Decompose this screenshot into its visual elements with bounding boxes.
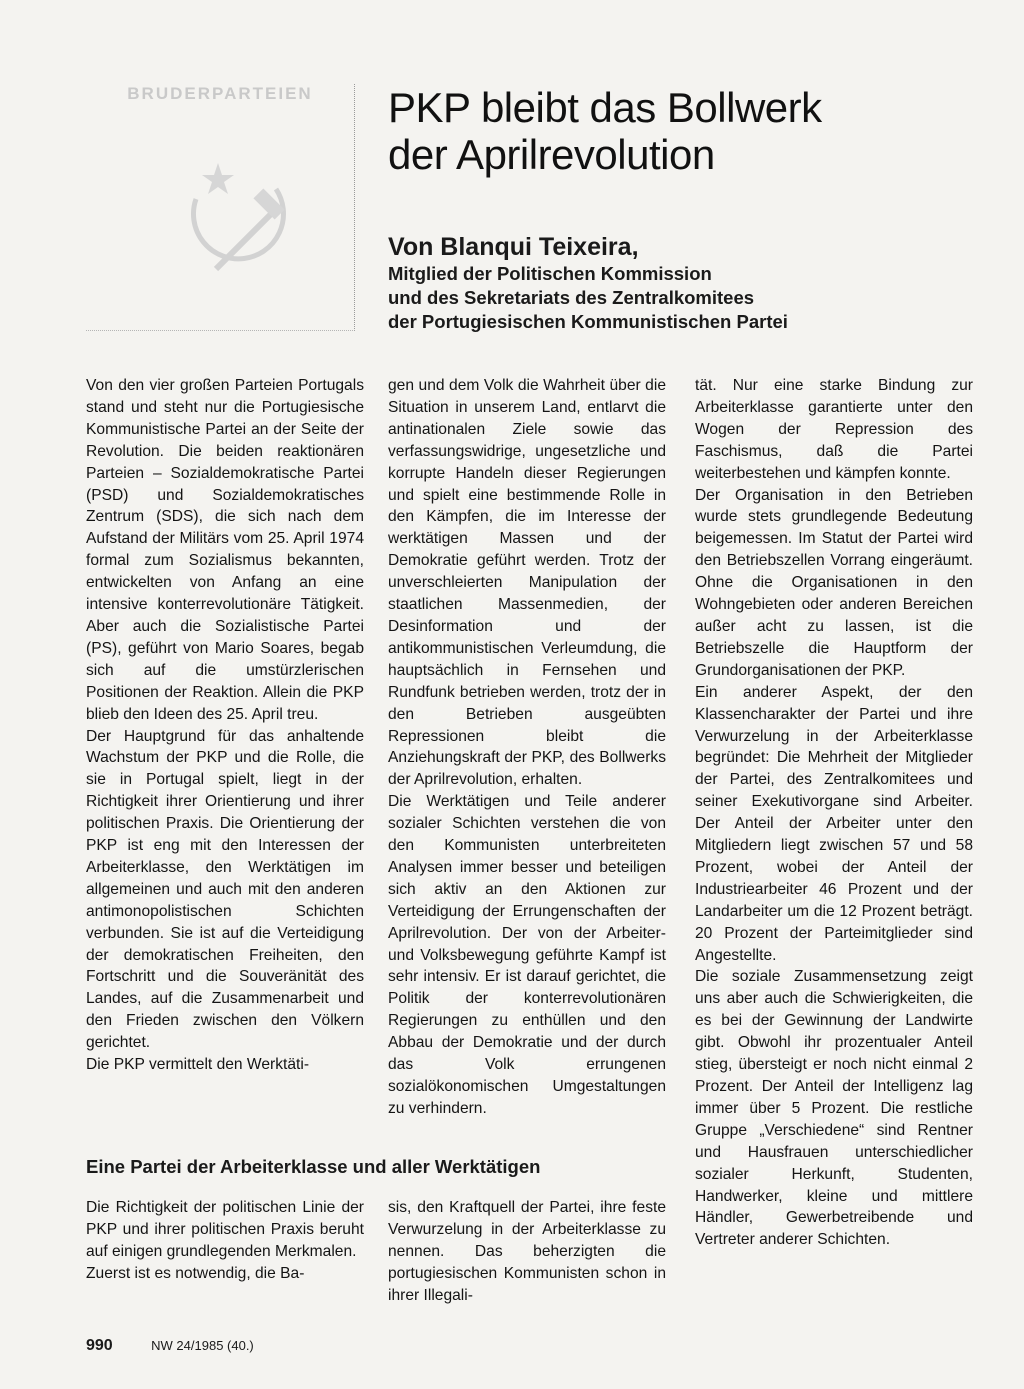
paragraph: Die Werktätigen und Teile anderer sozialer Schichten verstehen die von den Kommunisten unterbreiteten Analysen immer besser und beteiligen sich aktiv an den Aktionen zur Verteidigung der Errungenschaften der Aprilrevolution. Der von der Arbeiter- und Volksbewegung geführte Kampf ist sehr intensiv. Er ist darauf gerichtet, die Politik der konterrevolutionären Regierungen zu enthüllen und den Abbau der Demokratie und der durch das Volk errungenen sozialökonomischen Umgestaltungen zu verhindern.	[388, 793, 666, 1117]
page-number: 990	[86, 1337, 113, 1354]
paragraph: gen und dem Volk die Wahrheit über die Situation in unserem Land, entlarvt die antinationalen Ziele sowie das verfassungswidrige, ungesetzliche und korrupte Handeln dieser Regierungen und spielt eine bestimmende Rolle in den Kämpfen, die im Interesse der werktätigen Massen und der Demokratie geführt werden. Trotz der unverschleierten Manipulation der staatlichen Massenmedien, der Desinformation und der antikommunistischen Verleumdung, die hauptsächlich in Fernsehen und Rundfunk betrieben werden, trotz der in den Betrieben ausgeübten Repressionen bleibt die Anziehungskraft der PKP, des Bollwerks der Aprilrevolution, erhalten.	[388, 377, 666, 789]
byline-role	[388, 262, 988, 334]
byline-role-line: der Portugiesischen Kommunistischen Partei	[388, 311, 788, 332]
byline-role-line: und des Sekretariats des Zentralkomitees	[388, 287, 755, 308]
paragraph: Der Hauptgrund für das anhaltende Wachstum der PKP und die Rolle, die sie in Portugal spielt, liegt in der Richtigkeit ihrer Orientierung und ihrer politischen Praxis. Die Orientierung der PKP ist eng mit den Interessen der Arbeiterklasse, den Werktätigen im allgemeinen und auch mit den anderen antimonopolistischen Schichten verbunden. Sie ist auf die Verteidigung der demokratischen Freiheiten, den Fortschritt und die Souveränität des Landes, auf die Zusammenarbeit und den Frieden zwischen den Völkern gerichtet.	[86, 727, 364, 1052]
paragraph: Zuerst ist es notwendig, die Ba-	[86, 1264, 305, 1282]
text-column-4	[86, 1197, 364, 1285]
paragraph: Die PKP vermittelt den Werktäti-	[86, 1056, 310, 1074]
headline-line-2: der Aprilrevolution	[388, 131, 715, 178]
byline-author: Von Blanqui Teixeira,	[388, 233, 639, 261]
text-column-5	[388, 1197, 666, 1307]
paragraph: tät. Nur eine starke Bindung zur Arbeiterklasse garantierte unter den Wogen der Repression des Faschismus, daß die Partei weiterbestehen und kämpfen konnte.	[695, 377, 973, 482]
rubric-label: BRUDERPARTEIEN	[127, 84, 313, 103]
hammer-sickle-icon	[156, 129, 306, 299]
text-column-1	[86, 375, 364, 1076]
paragraph: sis, den Kraftquell der Partei, ihre feste Verwurzelung in der Arbeiterklasse zu nennen. Das beherzigten die portugiesischen Kommunisten schon in ihrer Illegali-	[388, 1199, 666, 1304]
byline-role-line: Mitglied der Politischen Kommission	[388, 263, 712, 284]
headline-line-1: PKP bleibt das Bollwerk	[388, 84, 822, 131]
byline	[388, 232, 988, 334]
paragraph: Die soziale Zusammensetzung zeigt uns aber auch die Schwierigkeiten, die es bei der Gewinnung der Landwirte gibt. Obwohl ihr prozentualer Anteil stieg, übersteigt er noch nicht einmal 2 Prozent. Der Anteil der Intelligenz lag immer über 5 Prozent. Die restliche Gruppe „Verschiedene“ sind Rentner und Hausfrauen unterschiedlicher sozialer Herkunft, Studenten, Handwerker, kleine und mittlere Händler, Gewerbetreibende und Vertreter anderer Schichten.	[695, 968, 973, 1249]
page-footer	[86, 1337, 254, 1355]
paragraph: Von den vier großen Parteien Portugals stand und steht nur die Portugiesische Kommunistische Partei an der Seite der Revolution. Die beiden reaktionären Parteien – Sozialdemokratische Partei (PSD) und Sozialdemokratisches Zentrum (SDS), die sich nach dem Aufstand der Militärs vom 25. April 1974 formal zum Sozialismus bekannten, entwickelten von Anfang an eine intensive konterrevolutionäre Tätigkeit. Aber auch die Sozialistische Partei (PS), geführt von Mario Soares, begab sich auf die umstürzlerischen Positionen der Reaktion. Allein die PKP blieb den Ideen des 25. April treu.	[86, 377, 364, 723]
article-headline	[388, 84, 998, 178]
issue-reference: NW 24/1985 (40.)	[151, 1338, 254, 1353]
text-column-2	[388, 375, 666, 1120]
rubric-box	[86, 84, 355, 331]
paragraph: Der Organisation in den Betrieben wurde stets grundlegende Bedeutung beigemessen. Im Statut der Partei wird den Betriebszellen Vorrang eingeräumt. Ohne die Organisationen in den Wohngebieten oder anderen Bereichen außer acht zu lassen, ist die Betriebszelle die Hauptform der Grundorganisationen der PKP.	[695, 486, 973, 679]
text-column-3	[695, 375, 973, 1251]
paragraph: Ein anderer Aspekt, der den Klassencharakter der Partei und ihre Verwurzelung in der Arbeiterklasse begründet: Die Mehrheit der Mitglieder der Partei, des Zentralkomitees und seiner Exekutivorgane sind Arbeiter. Der Anteil der Arbeiter unter den Mitgliedern liegt zwischen 57 und 58 Prozent, wobei der Anteil der Industriearbeiter 46 Prozent und der Landarbeiter um die 12 Prozent beträgt. 20 Prozent der Parteimitglieder sind Angestellte.	[695, 683, 973, 964]
paragraph: Die Richtigkeit der politischen Linie der PKP und ihrer politischen Praxis beruht auf einigen grundlegenden Merkmalen.	[86, 1199, 364, 1260]
section-subheading: Eine Partei der Arbeiterklasse und aller Werktätigen	[86, 1156, 541, 1177]
